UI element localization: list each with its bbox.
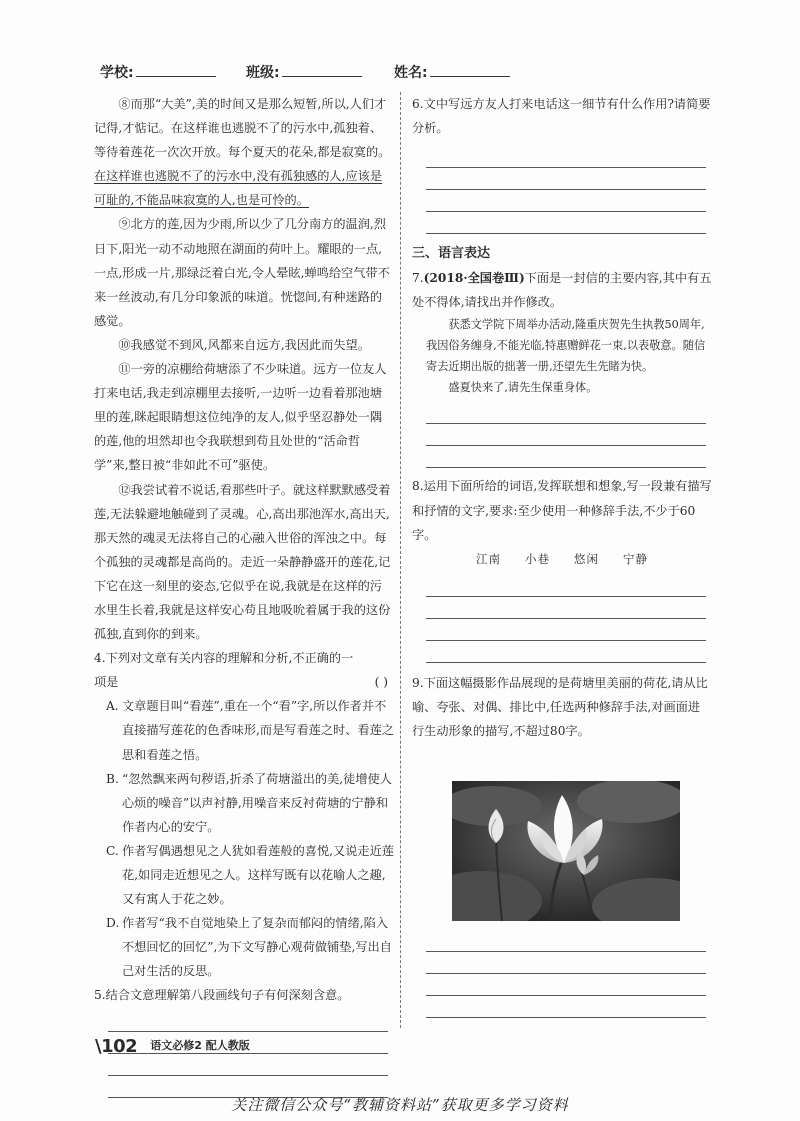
option-c-label: C.: [106, 843, 119, 858]
option-c-text: 作者写偶遇想见之人犹如看莲般的喜悦,又说走近莲花,如同走近想见之人。这样写既有以花喻人之趣,又有寓人于花之妙。: [122, 843, 394, 907]
answer-line[interactable]: [426, 212, 706, 234]
answer-line[interactable]: [426, 575, 706, 597]
name-label: 姓名:: [394, 65, 428, 81]
answer-line[interactable]: [426, 446, 706, 468]
underlined-sentence: 在这样谁也逃脱不了的污水中,没有孤独感的人,应该是可耻的,不能品味寂寞的人,也是可怜的。: [94, 169, 383, 208]
question-7-text: 下面是一封信的主要内容,其中有五处不得体,请找出并作修改。: [412, 271, 712, 310]
answer-line[interactable]: [426, 597, 706, 619]
lotus-photo: [452, 781, 680, 921]
class-field[interactable]: [282, 76, 362, 77]
page-number-value: 102: [101, 1036, 138, 1057]
paragraph-8-text: ⑧而那“大美”,美的时间又是那么短暂,所以,人们才记得,才惦记。在这样谁也逃脱不了的污水中,孤独着、等待着莲花一次次开放。每个夏天的花朵,都是寂寞的。: [94, 97, 391, 160]
left-column: [94, 92, 394, 1098]
page-footer: [95, 1036, 250, 1057]
option-d-label: D.: [106, 916, 120, 931]
paragraph-9: ⑨北方的莲,因为少雨,所以少了几分南方的温润,烈日下,阳光一动不动地照在湖面的荷叶上。耀眼的一点,一点,形成一片,那绿泛着白光,令人晕眩,蝉鸣给空气带不来一丝波动,有几分印象派的味道。恍惚间,有种迷路的感觉。: [94, 217, 390, 328]
watermark-note: 关注微信公众号“教辅资料站”获取更多学习资料: [231, 1096, 569, 1114]
option-c[interactable]: [94, 839, 394, 911]
word: 悠闲: [574, 551, 599, 566]
question-9: 9.下面这幅摄影作品展现的是荷塘里美丽的荷花,请从比喻、夸张、对偶、排比中,任选两种修辞手法,对画面进行生动形象的描写,不超过80字。: [412, 675, 708, 739]
option-b[interactable]: [94, 767, 394, 839]
option-b-text: “忽然飘来两句秽语,折杀了荷塘溢出的美,徒增使人心烦的噪音”以声衬静,用噪音来反衬荷塘的宁静和作者内心的安宁。: [122, 771, 392, 834]
answer-area-6[interactable]: [412, 146, 712, 234]
option-a-text: 文章题目叫“看莲”,重在一个“看”字,所以作者并不直接描写莲花的色香味形,而是写看莲之时、看莲之思和看莲之悟。: [122, 699, 394, 762]
word: 小巷: [525, 551, 550, 566]
question-4-stem: [94, 646, 394, 694]
word: 江南: [476, 551, 501, 566]
answer-line[interactable]: [426, 996, 706, 1018]
lotus-image: [452, 781, 680, 921]
question-5: 5.结合文意理解第八段画线句子有何深刻含意。: [94, 988, 350, 1003]
section-heading: 三、语言表达: [412, 246, 491, 262]
answer-line[interactable]: [426, 930, 706, 952]
question-8: 8.运用下面所给的词语,发挥联想和想象,写一段兼有描写和抒情的文字,要求:至少使用一种修辞手法,不少于60字。: [412, 479, 712, 542]
option-a-label: A.: [106, 699, 119, 714]
answer-line[interactable]: [426, 974, 706, 996]
option-b-label: B.: [106, 771, 119, 786]
question-7-number: 7.: [412, 271, 424, 286]
paragraph-12: ⑫我尝试着不说话,看那些叶子。就这样默默感受着莲,无法躲避地触碰到了灵魂。心,高出那池浑水,高出天,那天然的魂灵无法将自己的心融入世俗的浑浊之中。每个孤独的灵魂都是高尚的。走近一朵静静盛开的莲花,记下它在这一刻里的姿态,它似乎在说,我就是在这样的污水里生长着,我就是这样安心苟且地吸吮着属于我的这份孤独,直到你的到来。: [94, 482, 391, 642]
option-a[interactable]: [94, 694, 394, 766]
question-7-source: (2018·全国卷Ⅲ): [423, 271, 525, 286]
answer-line[interactable]: [426, 424, 706, 446]
answer-line[interactable]: [426, 641, 706, 663]
letter-body: 获悉文学院下周举办活动,隆重庆贺先生执教50周年,我因俗务缠身,不能光临,特惠赠鲜花一束,以表敬意。随信寄去近期出版的拙著一册,还望先生先睹为快。: [426, 318, 706, 374]
answer-parentheses[interactable]: ( ): [374, 675, 388, 690]
book-title: 语文必修2 配人教版: [150, 1039, 250, 1052]
option-d-text: 作者写“我不自觉地染上了复杂而郁闷的情绪,陷入不想回忆的回忆”,为下文写静心观荷做铺垫,写出自己对生活的反思。: [122, 916, 392, 979]
question-4-text: 4.下列对文章有关内容的理解和分析,不正确的一项是: [94, 651, 354, 690]
answer-line[interactable]: [426, 146, 706, 168]
answer-line[interactable]: [108, 1010, 388, 1032]
school-label: 学校:: [100, 65, 134, 81]
column-divider: [400, 92, 401, 1028]
question-6: 6.文中写远方友人打来电话这一细节有什么作用?请简要分析。: [412, 97, 711, 136]
letter-closing: 盛夏快来了,请先生保重身体。: [448, 381, 598, 395]
right-column: [412, 92, 712, 743]
paragraph-10: ⑩我感觉不到风,风都来自远方,我因此而失望。: [118, 337, 370, 352]
answer-line[interactable]: [426, 168, 706, 190]
answer-line[interactable]: [426, 190, 706, 212]
student-info-header: [100, 60, 720, 84]
paragraph-11: ⑪一旁的凉棚给荷塘添了不少味道。远方一位友人打来电话,我走到凉棚里去接听,一边听一边看着那池塘里的莲,眯起眼睛想这位纯净的友人,似乎坚忍静处一隅的莲,他的坦然却也令我联想到苟且处世的“活命哲学”来,整日被“非如此不可”驱使。: [94, 362, 387, 473]
question-7: [412, 266, 712, 314]
class-label: 班级:: [246, 65, 280, 81]
option-d[interactable]: [94, 911, 394, 983]
page-number: \102: [95, 1036, 138, 1057]
answer-area-8[interactable]: [412, 575, 712, 663]
paragraph-8: [94, 92, 394, 212]
name-field[interactable]: [430, 76, 510, 77]
answer-area-9[interactable]: [412, 930, 712, 1018]
answer-line[interactable]: [426, 952, 706, 974]
answer-line[interactable]: [426, 619, 706, 641]
school-field[interactable]: [136, 76, 216, 77]
answer-area-7[interactable]: [412, 402, 712, 468]
word: 宁静: [623, 551, 648, 566]
word-list: [412, 547, 712, 571]
answer-line[interactable]: [426, 402, 706, 424]
